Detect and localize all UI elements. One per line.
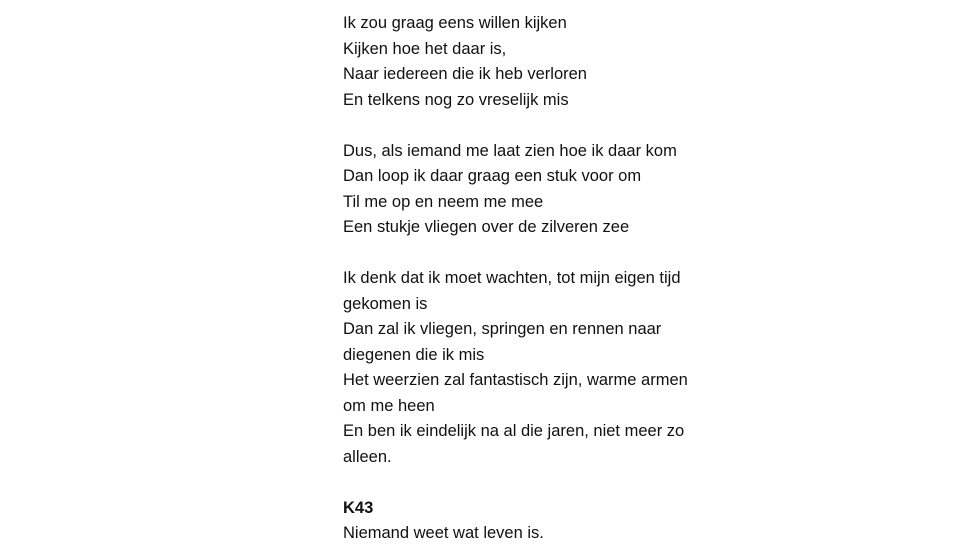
next-poem-first-line: Niemand weet wat leven is. [343, 524, 544, 542]
stanza-3 [343, 266, 763, 470]
poem-line: En telkens nog zo vreselijk mis [343, 90, 569, 109]
poem-line: Kijken hoe het daar is, [343, 39, 507, 58]
poem-line: alleen. [343, 447, 392, 466]
poem-line: Dus, als iemand me laat zien hoe ik daar kom [343, 141, 677, 160]
stanza-spacer [343, 113, 763, 139]
stanza-spacer [343, 241, 763, 267]
stanza-spacer [343, 470, 763, 496]
poem-line: Het weerzien zal fantastisch zijn, warme armen [343, 371, 688, 389]
poem-line: Naar iedereen die ik heb verloren [343, 65, 587, 83]
poem-line: Til me op en neem me mee [343, 192, 544, 211]
poem-line: Een stukje vliegen over de zilveren zee [343, 218, 630, 236]
poem-text [343, 11, 763, 547]
poem-line: En ben ik eindelijk na al die jaren, niet meer zo [343, 422, 685, 440]
next-poem-heading: K43 [343, 498, 374, 517]
poem-line: Ik denk dat ik moet wachten, tot mijn eigen tijd [343, 269, 681, 287]
poem-line: Ik zou graag eens willen kijken [343, 14, 567, 32]
poem-line: om me heen [343, 396, 435, 415]
poem-line: diegenen die ik mis [343, 345, 485, 364]
stanza-2 [343, 139, 763, 241]
poem-line: gekomen is [343, 294, 428, 313]
stanza-1 [343, 11, 763, 113]
poem-line: Dan zal ik vliegen, springen en rennen naar [343, 320, 662, 338]
poem-line: Dan loop ik daar graag een stuk voor om [343, 167, 642, 185]
